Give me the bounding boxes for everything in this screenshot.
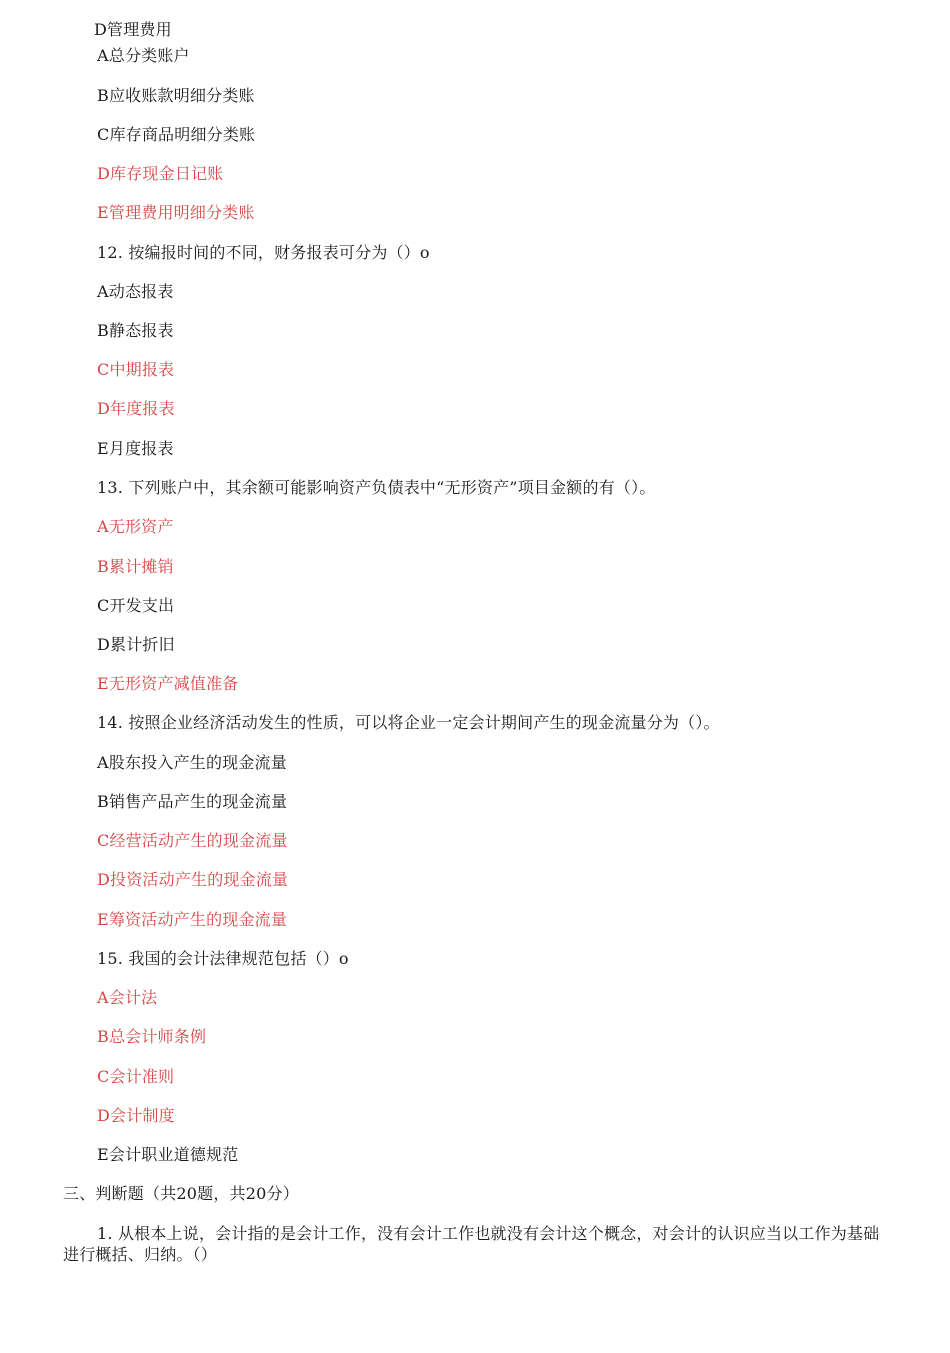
section-heading: 三、判断题（共20题，共20分） xyxy=(63,1184,299,1203)
q15-option-a: A会计法 xyxy=(97,988,158,1007)
q12-option-c: C中期报表 xyxy=(97,360,175,379)
q11-option-e: E管理费用明细分类账 xyxy=(97,203,255,222)
q11-option-a: A总分类账户 xyxy=(97,46,190,65)
judgment-question-1: 1. 从根本上说，会计指的是会计工作，没有会计工作也就没有会计这个概念，对会计的认识应当以工作为基础进行概括、归纳。（） xyxy=(63,1224,880,1264)
q15-option-e: E会计职业道德规范 xyxy=(97,1145,239,1164)
q14-option-d: D投资活动产生的现金流量 xyxy=(97,870,289,889)
q13-option-e: E无形资产减值准备 xyxy=(97,674,239,693)
q14-option-e: E筹资活动产生的现金流量 xyxy=(97,910,288,929)
q13-option-c: C开发支出 xyxy=(97,596,175,615)
q15-stem: 15. 我国的会计法律规范包括（）o xyxy=(97,949,349,968)
q13-option-d: D累计折旧 xyxy=(97,635,175,654)
q11-option-b: B应收账款明细分类账 xyxy=(97,86,255,105)
q13-stem: 13. 下列账户中，其余额可能影响资产负债表中“无形资产”项目金额的有（）。 xyxy=(97,478,656,497)
q12-option-a: A动态报表 xyxy=(97,282,174,301)
q14-option-b: B销售产品产生的现金流量 xyxy=(97,792,288,811)
q11-option-d: D库存现金日记账 xyxy=(97,164,224,183)
q15-option-d: D会计制度 xyxy=(97,1106,175,1125)
q14-option-c: C经营活动产生的现金流量 xyxy=(97,831,288,850)
q12-option-e: E月度报表 xyxy=(97,439,174,458)
q13-option-a: A无形资产 xyxy=(97,517,174,536)
option-text: D管理费用 xyxy=(94,20,172,39)
q11-option-c: C库存商品明细分类账 xyxy=(97,125,256,144)
q14-stem: 14. 按照企业经济活动发生的性质，可以将企业一定会计期间产生的现金流量分为（）。 xyxy=(97,713,720,732)
q14-option-a: A股东投入产生的现金流量 xyxy=(97,753,287,772)
q15-option-c: C会计准则 xyxy=(97,1067,175,1086)
q12-option-b: B静态报表 xyxy=(97,321,174,340)
q12-stem: 12. 按编报时间的不同，财务报表可分为（）o xyxy=(97,243,430,262)
q12-option-d: D年度报表 xyxy=(97,399,175,418)
q13-option-b: B累计摊销 xyxy=(97,557,174,576)
q15-option-b: B总会计师条例 xyxy=(97,1027,207,1046)
